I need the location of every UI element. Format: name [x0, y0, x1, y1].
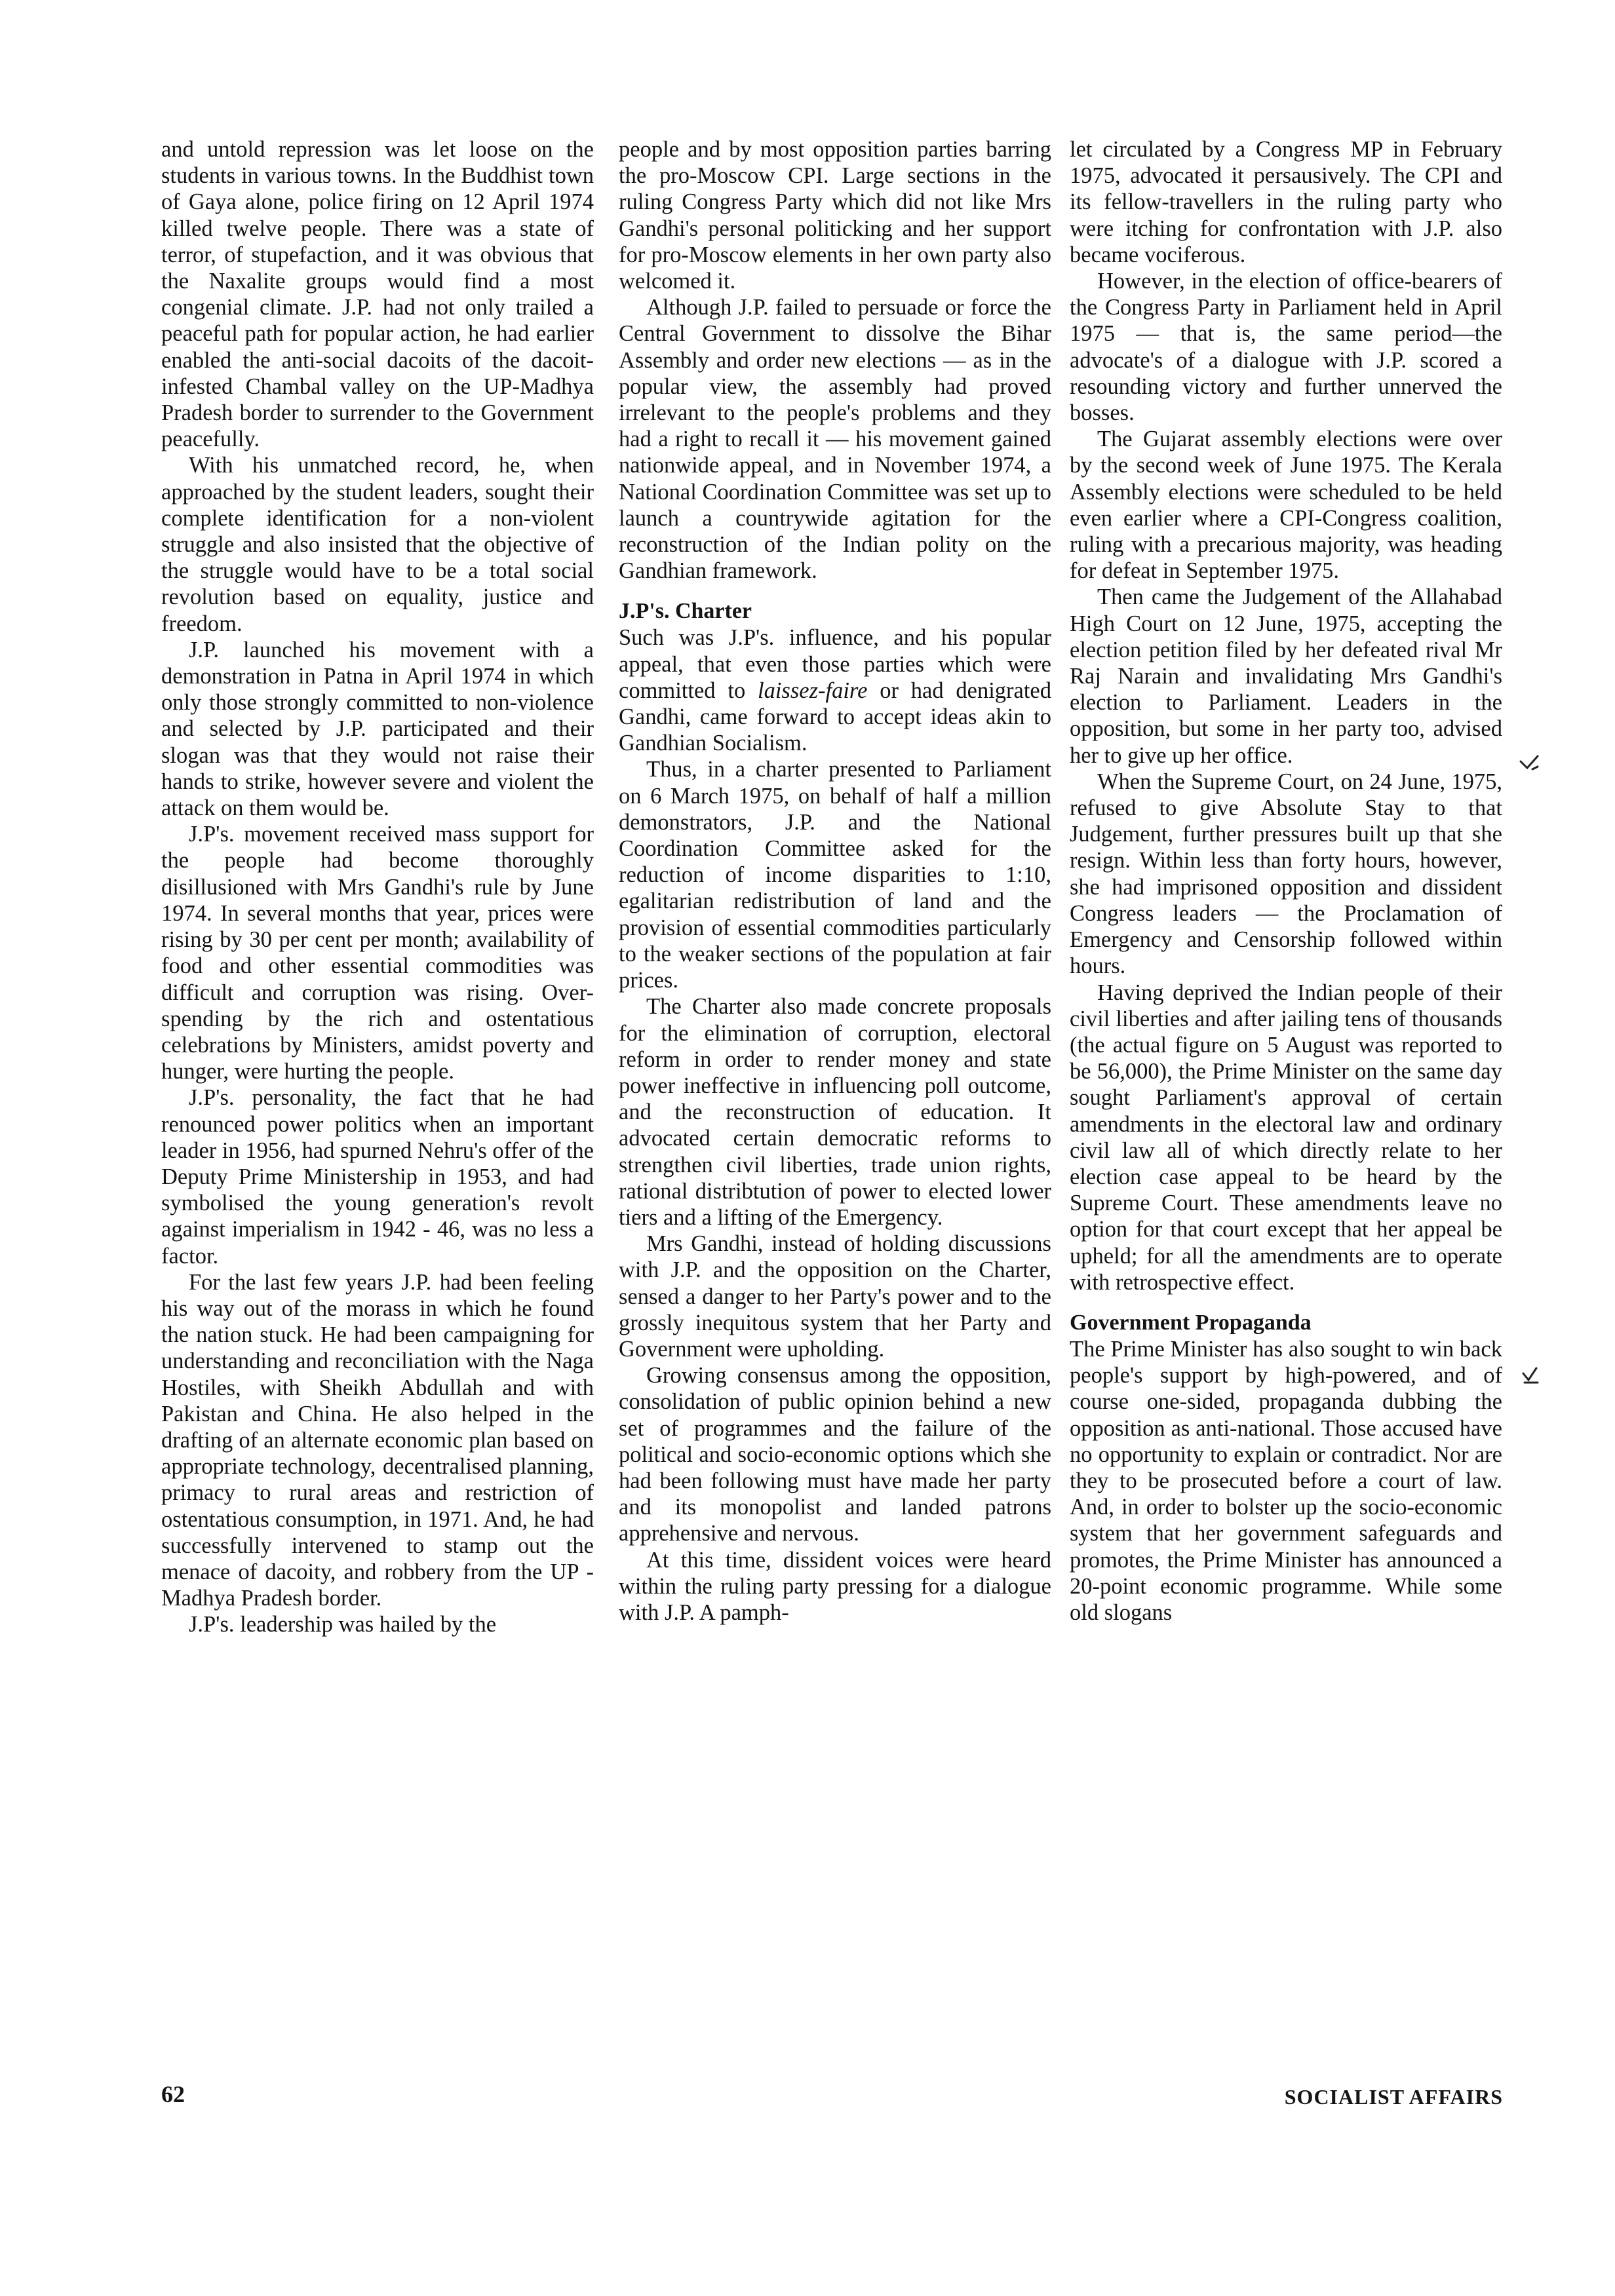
paragraph: Thus, in a charter presented to Parliament on 6 March 1975, on behalf of half a million demonstrators, J.P. and the National Coordination Committee asked for the reduction of income disparities to 1:10, egalitarian redistribution of land and the provision of essential commodities particularly to the weaker sections of the population at fair prices.	[619, 757, 1051, 993]
paragraph: Mrs Gandhi, instead of holding discussions with J.P. and the opposition on the Charter, sensed a danger to her Party's power and to the grossly inequitous system that her Party and Government were upholding.	[619, 1231, 1051, 1362]
margin-tick-icon	[1518, 1363, 1542, 1387]
margin-tick-icon	[1518, 752, 1542, 776]
paragraph-text: or had denigrated Gandhi, came forward to accept ideas akin to Gandhian Socialism.	[619, 678, 1051, 756]
paragraph: people and by most opposition parties barring the pro-Moscow CPI. Large sections in the ruling Congress Party which did not like Mrs Gandhi's personal politicking and her support for pro-Moscow elements in her own party also welcomed it.	[619, 137, 1051, 294]
paragraph: The Charter also made concrete proposals for the elimination of corruption, electoral reform in order to render money and state power ineffective in influencing poll outcome, and the reconstruction of education. It advocated certain democratic reforms to strengthen civil liberties, trade union rights, rational distribtution of power to elected lower tiers and a lifting of the Emergency.	[619, 994, 1051, 1230]
section-heading-propaganda: Government Propaganda	[1070, 1310, 1312, 1335]
paragraph: Then came the Judgement of the Allahabad High Court on 12 June, 1975, accepting the election petition filed by her defeated rival Mr Raj Narain and invalidating Mrs Gandhi's election to Parliament. Leaders in the opposition, but some in her party too, advised her to give up her office.	[1070, 584, 1502, 768]
paragraph: When the Supreme Court, on 24 June, 1975, refused to give Absolute Stay to that Judgement, further pressures built up that she resign. Within less than forty hours, however, she had imprisoned opposition and dissident Congress leaders — the Proclamation of Emergency and Censorship followed within hours.	[1070, 769, 1502, 979]
paragraph: Growing consensus among the opposition, consolidation of public opinion behind a new set of programmes and the failure of the political and socio-economic options which she had been following must have made her party and its monopolist and landed patrons apprehensive and nervous.	[619, 1363, 1051, 1546]
paragraph: Although J.P. failed to persuade or force the Central Government to dissolve the Bihar Assembly and order new elections — as in the popular view, the assembly had proved irrelevant to the people's problems and they had a right to recall it — his movement gained nationwide appeal, and in November 1974, a National Coordination Committee was set up to launch a countrywide agitation for the reconstruction of the Indian polity on the Gandhian framework.	[619, 295, 1051, 584]
text-column-1	[161, 136, 594, 1638]
paragraph: J.P's. leadership was hailed by the	[189, 1612, 497, 1637]
running-footer: SOCIALIST AFFAIRS	[1284, 2085, 1503, 2109]
paragraph: The Gujarat assembly elections were over by the second week of June 1975. The Kerala Assembly elections were scheduled to be held even earlier where a CPI-Congress coalition, ruling with a precarious majority, was heading for defeat in September 1975.	[1070, 427, 1502, 584]
paragraph-text: Such was J.P's. influence, and his popular appeal, that even those parties which were committed to	[619, 625, 1051, 703]
paragraph: With his unmatched record, he, when approached by the student leaders, sought their complete identification for a non-violent struggle and also insisted that the objective of the struggle would have to be a total social revolution based on equality, justice and freedom.	[161, 453, 594, 636]
paragraph: However, in the election of office-bearers of the Congress Party in Parliament held in April 1975 — that is, the same period—the advocate's of a dialogue with J.P. scored a resounding victory and further unnerved the bosses.	[1070, 269, 1502, 426]
paragraph: Having deprived the Indian people of their civil liberties and after jailing tens of thousands (the actual figure on 5 August was reported to be 56,000), the Prime Minister on the same day sought Parliament's approval of certain amendments in the electoral law and ordinary civil law all of which directly relate to her election case appeal to be heard by the Supreme Court. These amendments leave no option for that court except that her appeal be upheld; for all the amendments are to operate with retrospective effect.	[1070, 980, 1502, 1295]
paragraph: J.P's. personality, the fact that he had renounced power politics when an important leader in 1956, had spurned Nehru's offer of the Deputy Prime Ministership in 1953, and had symbolised the young generation's revolt against imperialism in 1942 - 46, was no less a factor.	[161, 1085, 594, 1269]
paragraph: let circulated by a Congress MP in February 1975, advocated it persausively. The CPI and its fellow-travellers in the ruling party who were itching for confrontation with J.P. also became vociferous.	[1070, 137, 1502, 267]
paragraph: The Prime Minister has also sought to win back people's support by high-powered, and of course one-sided, propaganda dubbing the opposition as anti-national. Those accused have no opportunity to explain or contradict. Nor are they to be prosecuted before a court of law. And, in order to bolster up the socio-economic system that her government safeguards and promotes, the Prime Minister has announced a 20-point economic programme. While some old slogans	[1070, 1336, 1502, 1625]
section-heading-charter: J.P's. Charter	[619, 599, 752, 624]
page-number: 62	[161, 2081, 185, 2107]
text-column-2	[619, 136, 1051, 1626]
paragraph: J.P's. movement received mass support for the people had become thoroughly disillusioned with Mrs Gandhi's rule by June 1974. In several months that year, prices were rising by 30 per cent per month; availability of food and other essential commodities was difficult and corruption was rising. Over-spending by the rich and ostentatious celebrations by Ministers, amidst poverty and hunger, were hurting the people.	[161, 822, 594, 1084]
italic-term: laissez-faire	[758, 678, 868, 703]
paragraph: At this time, dissident voices were heard within the ruling party pressing for a dialogue with J.P. A pamph-	[619, 1547, 1051, 1625]
text-column-3	[1070, 136, 1502, 1626]
paragraph: J.P. launched his movement with a demonstration in Patna in April 1974 in which only those strongly committed to non-violence and selected by J.P. participated and their slogan was that they would not raise their hands to strike, however severe and violent the attack on them would be.	[161, 637, 594, 821]
paragraph: For the last few years J.P. had been feeling his way out of the morass in which he found the nation stuck. He had been campaigning for understanding and reconciliation with the Naga Hostiles, with Sheikh Abdullah and with Pakistan and China. He also helped in the drafting of an alternate economic plan based on appropriate technology, decentralised planning, primacy to rural areas and restriction of ostentatious consumption, in 1971. And, he had successfully intervened to stamp out the menace of dacoity, and robbery from the UP - Madhya Pradesh border.	[161, 1269, 594, 1611]
paragraph: and untold repression was let loose on the students in various towns. In the Buddhist town of Gaya alone, police firing on 12 April 1974 killed twelve people. There was a state of terror, of stupefaction, and it was obvious that the Naxalite groups would find a most congenial climate. J.P. had not only trailed a peaceful path for popular action, he had earlier enabled the anti-social dacoits of the dacoit-infested Chambal valley on the UP-Madhya Pradesh border to surrender to the Government peacefully.	[161, 137, 594, 452]
paragraph	[619, 624, 1051, 756]
